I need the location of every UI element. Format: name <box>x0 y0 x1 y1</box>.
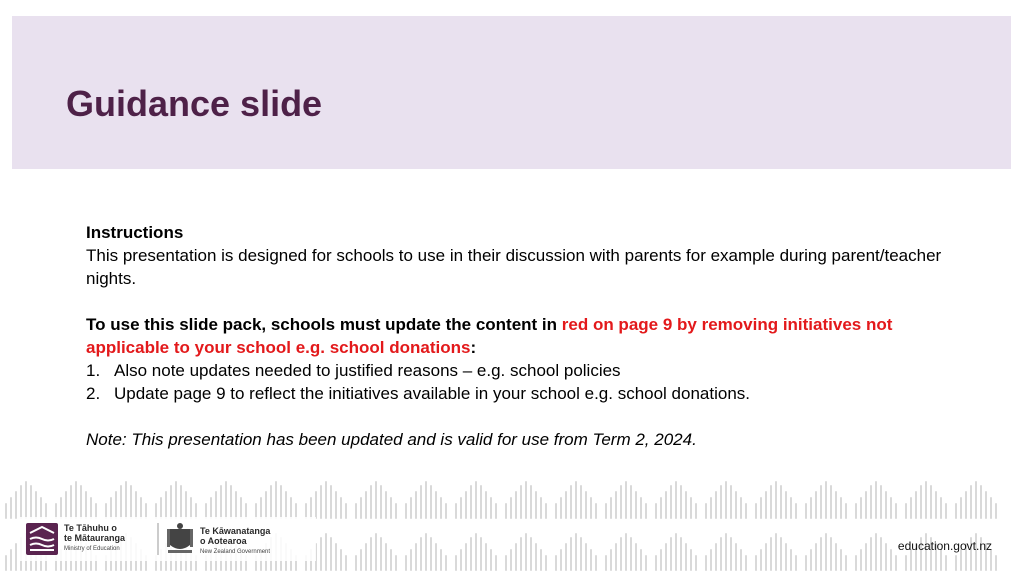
list-item-text: Also note updates needed to justified reasons – e.g. school policies <box>114 361 621 380</box>
instructions-intro: This presentation is designed for schools to use in their discussion with parents for example during parent/teacher nights. <box>86 246 942 288</box>
list-item-number: 1. <box>86 361 101 380</box>
govt-name-line-2: o Aotearoa <box>200 536 247 546</box>
footer-logos <box>20 517 320 561</box>
moe-name-line-1: Te Tāhuhu o <box>64 523 117 533</box>
update-note: Note: This presentation has been updated and is valid for use from Term 2, 2024. <box>86 430 697 449</box>
instructions-heading: Instructions <box>86 223 184 242</box>
list-item-number: 2. <box>86 384 101 403</box>
moe-logo-icon <box>26 523 58 555</box>
lead-colon: : <box>470 338 477 357</box>
govt-subtitle: New Zealand Government <box>200 549 271 555</box>
instructions-lead <box>86 313 946 359</box>
govt-name-line-1: Te Kāwanatanga <box>200 526 271 536</box>
page-title: Guidance slide <box>66 83 323 124</box>
moe-name-line-2: te Mātauranga <box>64 533 126 543</box>
lead-red-text: red on page 9 by removing initiatives not applicable to your school e.g. school donations <box>86 315 893 357</box>
instructions-body <box>86 221 946 451</box>
instruction-list <box>86 359 946 405</box>
list-item-text: Update page 9 to reflect the initiatives available in your school e.g. school donations. <box>114 384 751 403</box>
footer-url[interactable]: education.govt.nz <box>897 539 992 553</box>
list-item <box>86 359 946 382</box>
moe-subtitle: Ministry of Education <box>64 546 120 552</box>
list-item <box>86 382 946 405</box>
lead-bold-text: To use this slide pack, schools must update the content in <box>86 315 562 334</box>
